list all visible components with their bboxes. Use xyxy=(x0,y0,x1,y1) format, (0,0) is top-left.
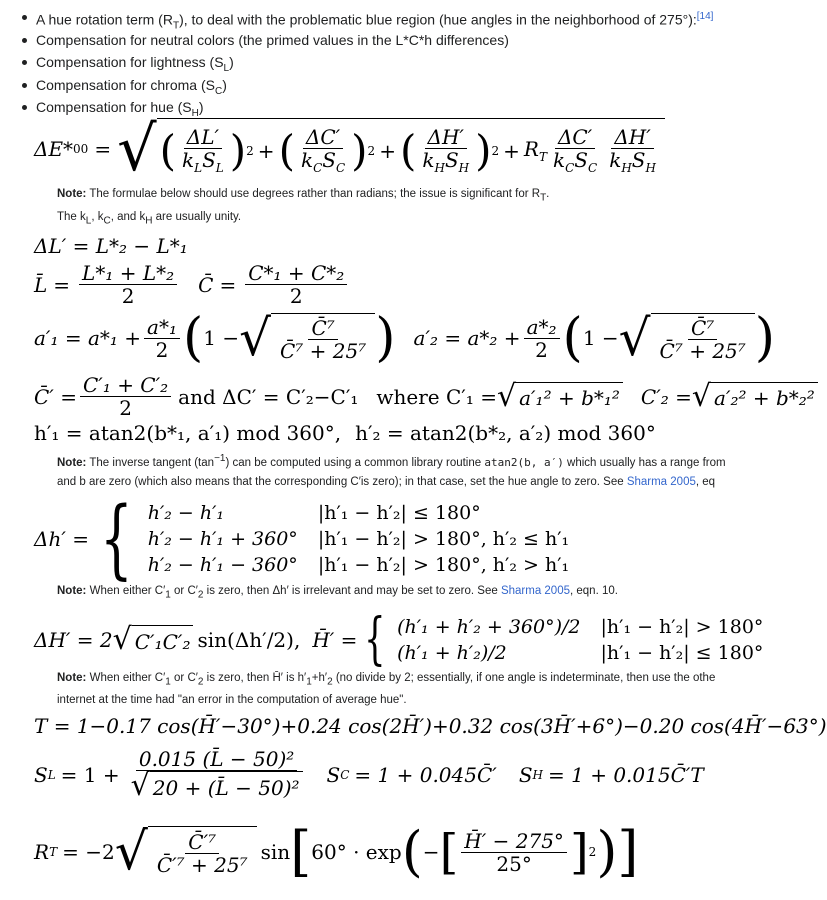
formula-text: |h′₁ − h′₂| ≤ 180° xyxy=(600,642,764,664)
formula-text: C̄′⁷ xyxy=(185,831,219,854)
note-text: , k xyxy=(91,211,104,223)
formula-delta-h-big: ΔH′ = 2 √ C′₁C′₂ sin(Δh′/2), H̄′ = { (h′₁ + h′₂ + 360°)/2 |h′₁ − h′₂| > 180° (h′₁ + h′₂)/2 |h′₁ − h′₂| ≤ 180° xyxy=(34,607,764,672)
formula-delta-e: ΔE* 00 = √ ( $\frac{\Delta L'}{k_LS_L}$ ) 2 + ( $\frac{\Delta C'}{k_CS_C}$ ) 2 + ( $\frac{\Delta H'}{k_HS_H}$ ) 2 + $R_T$ $\frac{\Delta C'}{k_CS_C}$ $\frac{\Delta H'}{k_HS_H}$ xyxy=(34,118,665,180)
formula-text: (h′₁ + h′₂ + 360°)/2 xyxy=(397,616,581,638)
formula-text: 2 xyxy=(289,284,303,308)
formula-text: C̄′⁷ + 25⁷ xyxy=(156,853,248,877)
list-item xyxy=(0,6,714,32)
formula-text: and ΔC′ = C′₂−C′₁ xyxy=(178,384,359,409)
delta-e-symbol: ΔE* xyxy=(34,137,74,161)
list-item-text: Compensation for neutral colors (the primed values in the L*C*h differences) xyxy=(36,31,509,48)
list-item-sub: C xyxy=(214,85,223,97)
note-text: +h′ xyxy=(311,672,328,684)
note-sub: H xyxy=(145,215,153,227)
list-item xyxy=(0,96,702,119)
formula-text: T = 1−0.17 cos(H̄′−30°)+0.24 cos(2H̄′)+0.32 cos(3H̄′+6°)−0.20 cos(4H̄′−63°) xyxy=(34,714,827,738)
formula-text: H̄′ − 275° xyxy=(461,830,567,853)
list-item xyxy=(0,29,702,52)
list-item-sub: T xyxy=(172,20,180,32)
list-item-text: Compensation for lightness (S xyxy=(36,54,224,70)
note-sub: 1 xyxy=(165,589,171,601)
bullet-icon xyxy=(22,38,27,43)
bullet-icon xyxy=(22,105,27,110)
list-item-text: Compensation for chroma (S xyxy=(36,76,215,93)
formula-text: a′₁ = a*₁ + xyxy=(34,326,142,350)
formula-text: C̄ xyxy=(198,272,214,297)
list-item-text: ) xyxy=(229,54,234,70)
note-text: ) can be computed using a common library routine xyxy=(225,456,485,469)
formula-text: = 1 + 0.015C̄′T xyxy=(548,762,704,787)
note-text: or C′ xyxy=(170,585,198,597)
note-internet-error xyxy=(57,694,407,706)
note-sub: 2 xyxy=(197,676,204,688)
formula-text: h′₂ − h′₁ + 360° xyxy=(147,528,298,550)
formula-sub: C xyxy=(340,767,350,782)
note-text: , and k xyxy=(110,211,146,223)
note-degrees xyxy=(57,188,549,203)
note-text: or C′ xyxy=(170,672,198,684)
note-sub: T xyxy=(540,192,547,204)
formula-text: C*₁ + C*₂ xyxy=(245,262,347,285)
formula-text: L*₁ + L*₂ xyxy=(79,262,177,285)
note-text: The k xyxy=(57,211,86,223)
note-label: Note: xyxy=(57,585,87,597)
formula-rt: R T = −2 √ $\frac{\text{C̄′⁷}}{\text{C̄′⁷ + 25⁷}}$ sin [ 60° · exp ( − [ $\frac{H̄' - 275^\circ}{25^\circ}$ ] 2 ) ] xyxy=(34,820,639,883)
note-text: are usually unity. xyxy=(152,211,242,223)
bullet-icon xyxy=(22,83,27,88)
formula-text: R xyxy=(34,840,50,864)
note-text: which usually has a range from xyxy=(563,456,726,469)
formula-text: a′₁² + b*₁² xyxy=(516,382,623,412)
bullet-list xyxy=(0,6,714,119)
list-item xyxy=(0,74,702,97)
note-average-hue xyxy=(57,672,715,687)
formula-s-terms: S L = 1 + 0.015 (L̄ − 50)² √ 20 + (L̄ − 50)² S C = 1 + 0.045C̄′ S H = 1 + 0.015C̄′T xyxy=(34,747,704,803)
formula-text: Δh′ = xyxy=(34,527,89,551)
formula-sub: L xyxy=(47,767,56,782)
formula-text: S xyxy=(326,762,341,787)
formula-text: C′₁C′₂ xyxy=(132,625,194,655)
note-text: is zero, then Δh′ is irrelevant and may be set to zero. See xyxy=(203,585,501,597)
formula-text: 0.015 (L̄ − 50)² xyxy=(136,748,297,771)
formula-text: (h′₁ + h′₂)/2 xyxy=(397,642,507,664)
formula-text: = 1 + xyxy=(60,762,120,787)
note-sub: C xyxy=(103,215,111,227)
piecewise-rows xyxy=(397,616,763,664)
note-text: and b are zero (which also means that the corresponding C′is zero); in that case, set the hue angle to zero. See xyxy=(57,476,627,488)
delta-e-sub: 00 xyxy=(73,142,89,156)
formula-text: C̄⁷ xyxy=(308,317,337,340)
note-inverse-tangent xyxy=(57,453,726,469)
formula-sub: T xyxy=(49,845,58,859)
formula-text: C̄⁷ + 25⁷ xyxy=(659,339,746,363)
formula-text: |h′₁ − h′₂| > 180° xyxy=(600,616,764,638)
formula-means: L̄ = $\frac{\text{L*₁ + L*₂}}{2}$ C̄ = $\frac{\text{C*₁ + C*₂}}{2}$ xyxy=(34,262,350,307)
formula-text: C′₁ + C′₂ xyxy=(80,374,171,397)
formula-text: 25° xyxy=(496,851,532,876)
formula-text: h′₂ = atan2(b*₂, a′₂) mod 360° xyxy=(355,421,656,445)
note-sub: 1 xyxy=(165,676,171,688)
formula-text: 2 xyxy=(155,337,169,362)
note-text: When either C′ xyxy=(89,672,166,684)
formula-text: a*₂ xyxy=(524,316,560,339)
formula-text: a′₂² + b*₂² xyxy=(711,382,818,412)
formula-text: where C′₁ = xyxy=(376,384,497,409)
note-zero-hue xyxy=(57,476,715,488)
formula-text: 20 + (L̄ − 50)² xyxy=(150,771,303,801)
formula-text: h′₂ − h′₁ xyxy=(147,502,225,524)
note-delta-h-irrelevant xyxy=(57,585,618,600)
list-item xyxy=(0,51,702,74)
formula-text: = 1 + 0.045C̄′ xyxy=(354,762,497,787)
formula-text: 60° · exp xyxy=(311,840,402,864)
sharma-link[interactable]: Sharma 2005 xyxy=(626,476,696,488)
note-text: When either C′ xyxy=(89,585,166,597)
bullet-icon xyxy=(22,15,27,20)
reference-link[interactable]: [14] xyxy=(696,11,714,22)
formula-text: |h′₁ − h′₂| ≤ 180° xyxy=(317,502,481,524)
code-snippet: atan2(b, a′) xyxy=(484,455,564,469)
formula-text: C̄⁷ + 25⁷ xyxy=(279,339,367,363)
formula-text: 2 xyxy=(119,396,132,420)
list-item-text: A hue rotation term (R xyxy=(36,11,173,28)
bullet-icon xyxy=(22,60,27,65)
formula-text: 2 xyxy=(121,284,135,308)
formula-text: C̄′ = xyxy=(34,384,77,409)
list-item-text: ), to deal with the problematic blue region (hue angles in the neighborhood of 275°): xyxy=(179,11,697,28)
note-text: is zero, then H̄′ is h′ xyxy=(203,672,307,684)
note-sub: 1 xyxy=(306,676,312,688)
formula-text: L̄ xyxy=(34,272,48,297)
formula-text: |h′₁ − h′₂| > 180°, h′₂ > h′₁ xyxy=(317,554,570,576)
formula-text: S xyxy=(518,762,533,787)
note-label: Note: xyxy=(57,672,87,684)
note-text: . xyxy=(546,188,550,200)
formula-a-prime: a′₁ = a*₁ + $\frac{\text{a*₁}}{2}$ ( 1 − √ $\frac{\text{C̄⁷}}{\text{C̄⁷ + 25⁷}}$ ) a′₂ = a*₂ + $\frac{\text{a*₂}}{2}$ ( 1 − √ $\frac{\text{C̄⁷}}{\text{C̄⁷ + 25⁷}}$ ) xyxy=(34,308,776,368)
formula-text: ΔL′ = L*₂ − L*₁ xyxy=(34,234,188,258)
formula-delta-h-small: Δh′ = { h′₂ − h′₁ |h′₁ − h′₂| ≤ 180° h′₂ − h′₁ + 360° |h′₁ − h′₂| > 180°, h′₂ ≤ h′₁ h′₂ − h′₁ − 360° |h′₁ − h′₂| > 180°, h′₂ > h′₁ xyxy=(34,489,570,589)
note-sup: −1 xyxy=(214,453,226,464)
formula-text: C̄⁷ xyxy=(688,317,717,340)
formula-text: h′₂ − h′₁ − 360° xyxy=(147,554,298,576)
formula-c-prime: C̄′ = $\frac{\text{C′₁ + C′₂}}{2}$ and ΔC′ = C′₂−C′₁ where C′₁ = √ a′₁² + b*₁² C′₂ = √ a′₂² + b*₂² xyxy=(34,374,818,419)
formula-sub: H xyxy=(532,767,543,782)
formula-text: C′₂ = xyxy=(640,384,692,409)
note-sub: L xyxy=(85,215,92,227)
note-text: The inverse tangent (tan xyxy=(89,456,215,469)
formula-text: |h′₁ − h′₂| > 180°, h′₂ ≤ h′₁ xyxy=(317,528,570,550)
list-item-text: ) xyxy=(222,76,227,93)
sharma-link[interactable]: Sharma 2005 xyxy=(500,585,570,597)
note-unity xyxy=(57,211,241,226)
formula-text: S xyxy=(34,762,48,787)
formula-text: 2 xyxy=(535,337,548,362)
formula-text: ΔH′ = 2 xyxy=(34,628,113,652)
note-label: Note: xyxy=(57,188,87,200)
formula-hue-angles xyxy=(34,421,656,445)
formula-delta-l xyxy=(34,234,188,258)
note-sub: 2 xyxy=(327,676,333,688)
note-sub: 2 xyxy=(197,589,204,601)
list-item-sub: H xyxy=(191,107,199,119)
piecewise-rows xyxy=(148,502,569,576)
formula-text: a′₂ = a*₂ + xyxy=(413,326,521,350)
formula-text: a*₁ xyxy=(144,316,180,339)
note-text: , eq xyxy=(695,476,716,488)
note-label: Note: xyxy=(57,456,87,469)
note-text: The formulae below should use degrees rather than radians; the issue is significant for R xyxy=(89,188,541,200)
note-text: , eqn. 10. xyxy=(570,585,618,597)
list-item-text: ) xyxy=(198,99,204,115)
list-item-text: Compensation for hue (S xyxy=(36,99,192,115)
formula-text: H̄′ = xyxy=(312,628,358,652)
formula-text: sin(Δh′/2), xyxy=(197,628,301,652)
list-item-sub: L xyxy=(223,62,230,74)
formula-text: = −2 xyxy=(62,840,115,864)
formula-text: sin xyxy=(260,840,291,864)
note-text: (no divide by 2; essentially, if one angle is indeterminate, then use the othe xyxy=(332,672,716,684)
formula-t xyxy=(34,714,827,738)
note-text: internet at the time had "an error in the computation of average hue". xyxy=(57,694,407,706)
formula-text: h′₁ = atan2(b*₁, a′₁) mod 360°, xyxy=(34,421,342,445)
